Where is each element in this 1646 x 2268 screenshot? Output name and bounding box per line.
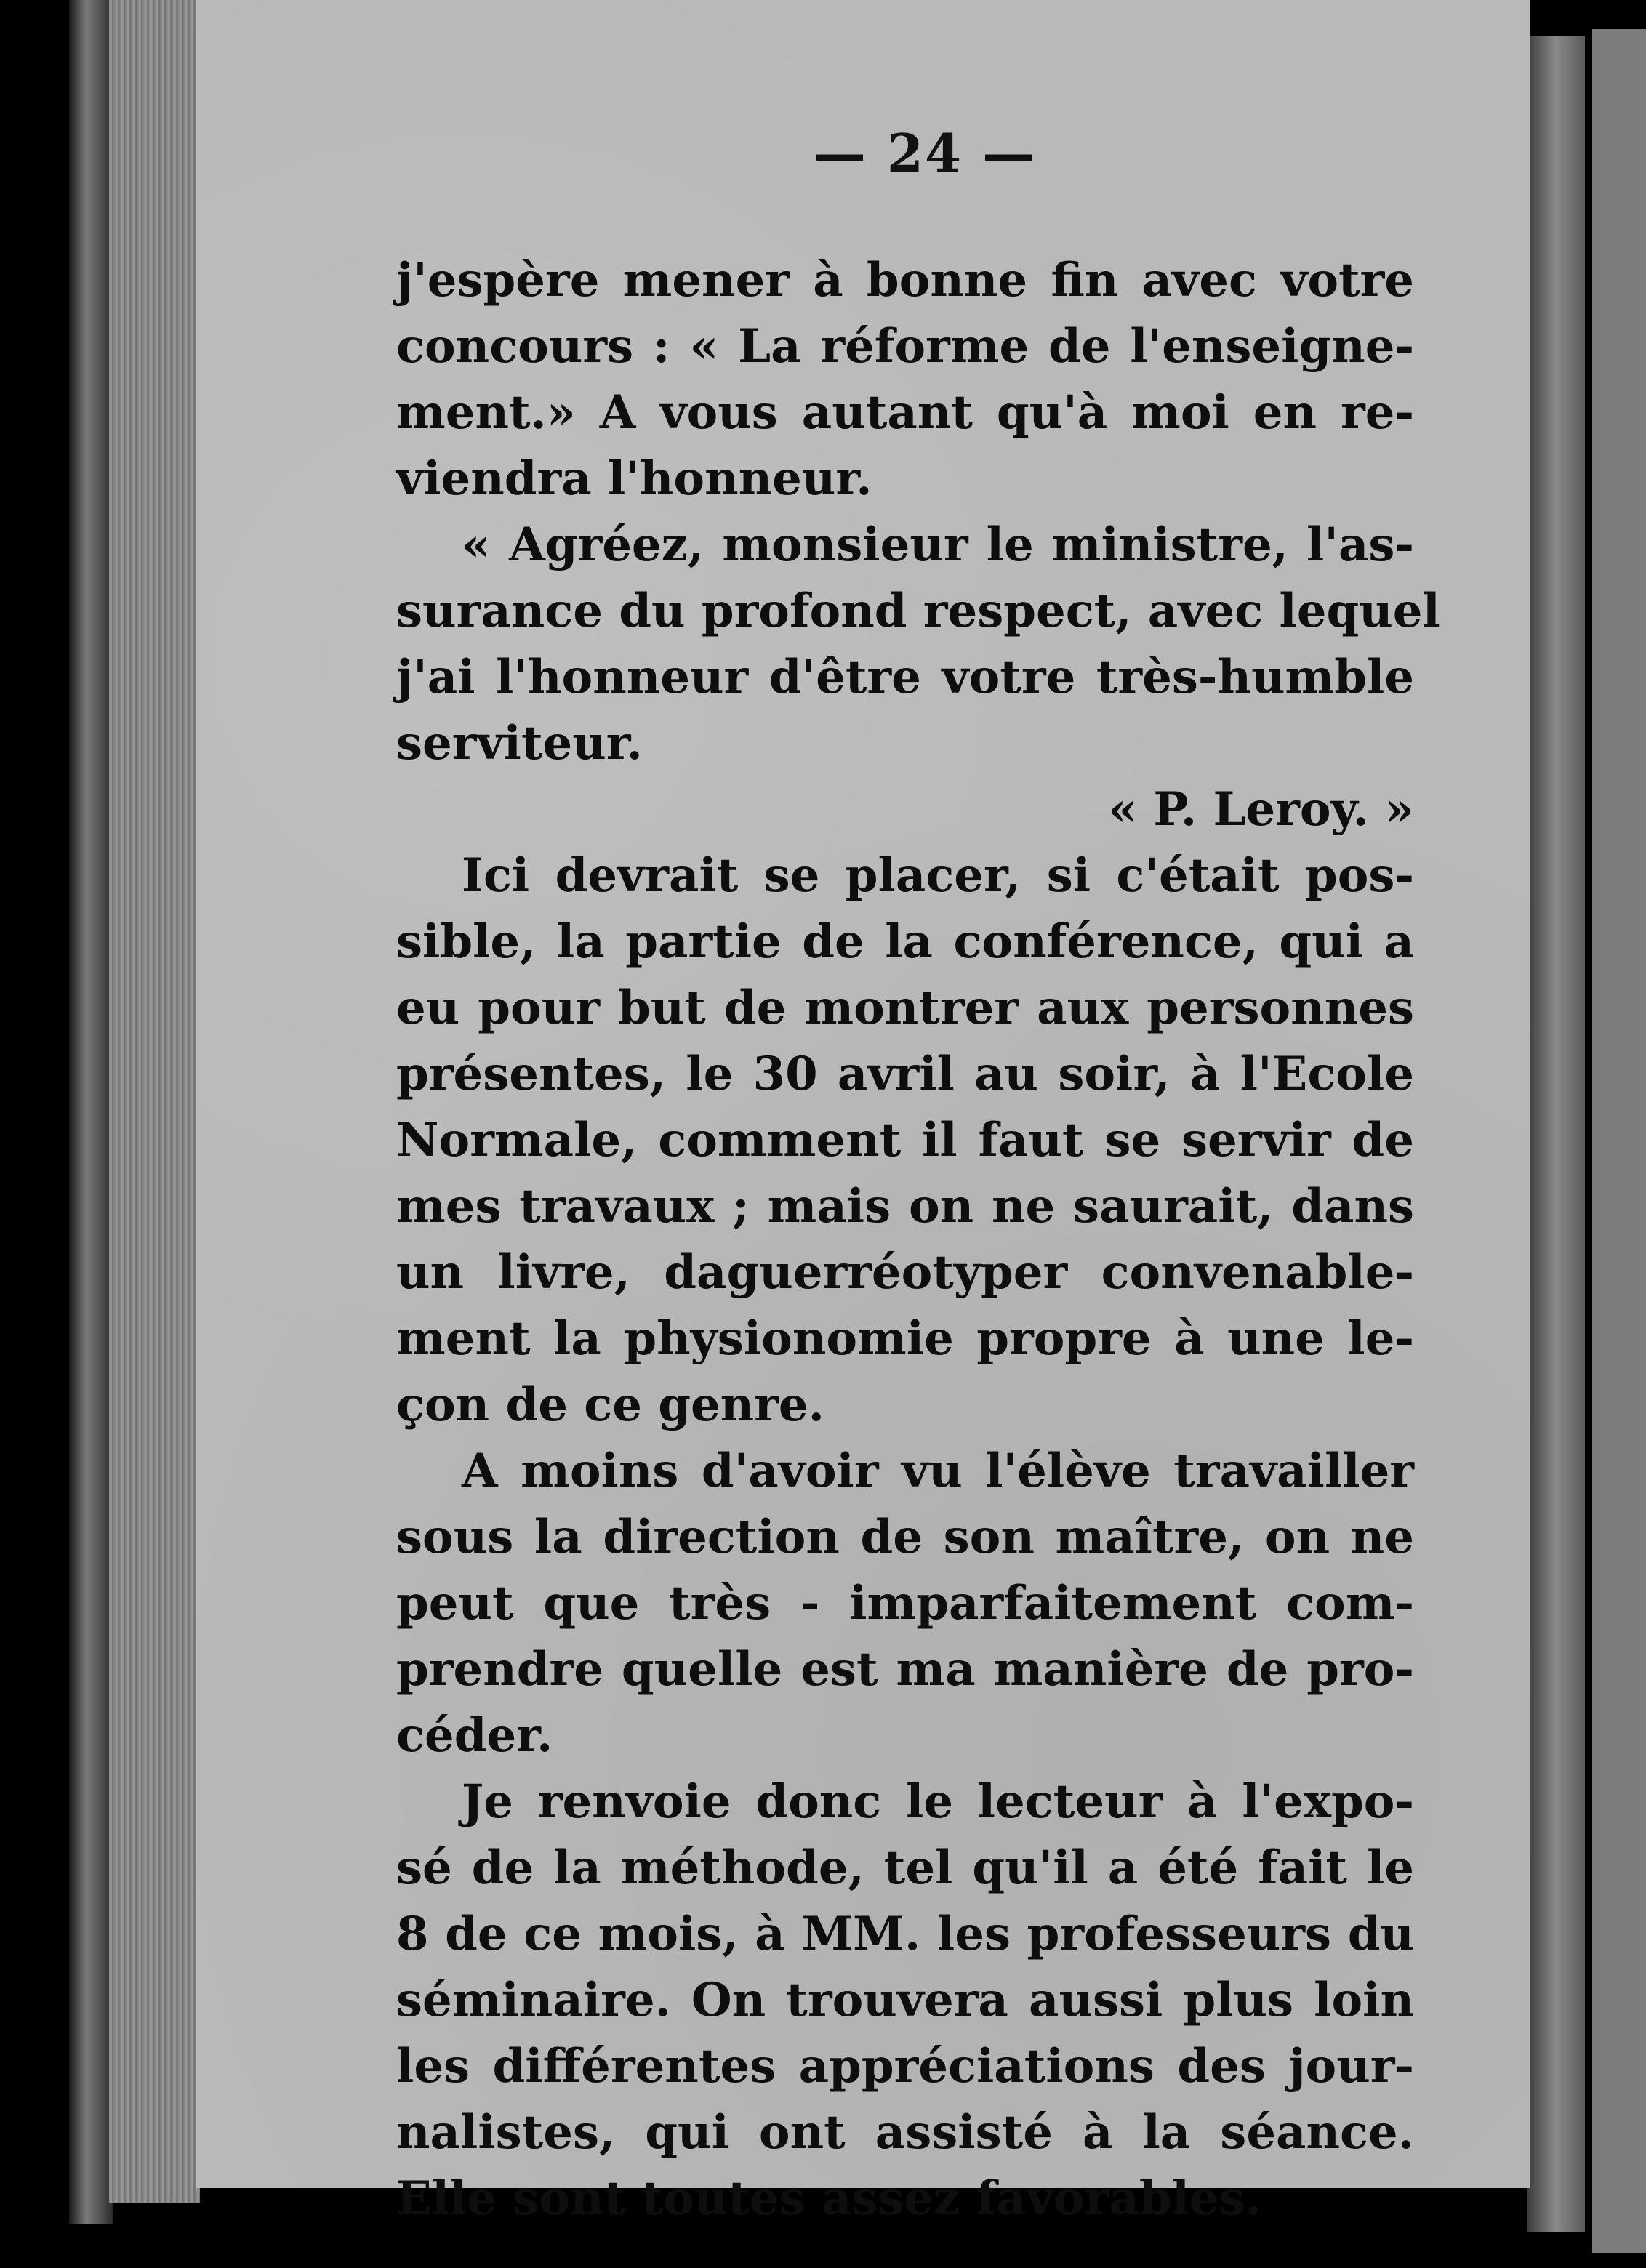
facing-page (1592, 29, 1646, 2253)
text-line: j'ai l'honneur d'être votre très-humble (396, 650, 1414, 704)
body-text (396, 247, 1440, 2232)
page-number: — 24 — (813, 122, 1037, 184)
text-line: Normale, comment il faut se servir de (396, 1113, 1414, 1167)
text-line: A moins d'avoir vu l'élève travailler (462, 1444, 1414, 1498)
text-line: serviteur. (396, 716, 643, 771)
text-line: j'espère mener à bonne fin avec votre (396, 253, 1414, 307)
page-edges (109, 0, 200, 2203)
text-line: 8 de ce mois, à MM. les professeurs du (396, 1907, 1414, 1961)
text-line: peut que très - imparfaitement com- (396, 1576, 1414, 1630)
right-page-edge (1527, 36, 1585, 2232)
text-line: sé de la méthode, tel qu'il a été fait le (396, 1841, 1414, 1895)
text-line: présentes, le 30 avril au soir, à l'Ecole (396, 1047, 1414, 1101)
text-line: « Agréez, monsieur le ministre, l'as- (462, 518, 1414, 572)
signature: « P. Leroy. » (1108, 782, 1414, 837)
text-line: nalistes, qui ont assisté à la séance. (396, 2105, 1414, 2160)
text-line: céder. (396, 1708, 553, 1763)
text-line: séminaire. On trouvera aussi plus loin (396, 1973, 1414, 2027)
text-line: eu pour but de montrer aux personnes (396, 981, 1414, 1035)
text-line: surance du profond respect, avec lequel (396, 584, 1440, 638)
text-line: ment la physionomie propre à une le- (396, 1311, 1414, 1366)
text-line: çon de ce genre. (396, 1378, 824, 1432)
text-line: concours : « La réforme de l'enseigne- (396, 319, 1414, 374)
text-line: Je renvoie donc le lecteur à l'expo- (462, 1774, 1414, 1829)
text-line: Elle sont toutes assez favorables. (396, 2171, 1261, 2226)
text-line: sous la direction de son maître, on ne (396, 1510, 1414, 1564)
text-line: sible, la partie de la conférence, qui a (396, 914, 1414, 969)
book-spine (69, 0, 113, 2224)
text-line: Ici devrait se placer, si c'était pos- (462, 848, 1414, 903)
text-line: viendra l'honneur. (396, 451, 872, 506)
text-line: mes travaux ; mais on ne saurait, dans (396, 1179, 1414, 1234)
text-line: les différentes appréciations des jour- (396, 2039, 1414, 2094)
text-line: un livre, daguerréotyper convenable- (396, 1245, 1414, 1300)
text-line: ment.» A vous autant qu'à moi en re- (396, 385, 1414, 440)
text-line: prendre quelle est ma manière de pro- (396, 1642, 1414, 1697)
